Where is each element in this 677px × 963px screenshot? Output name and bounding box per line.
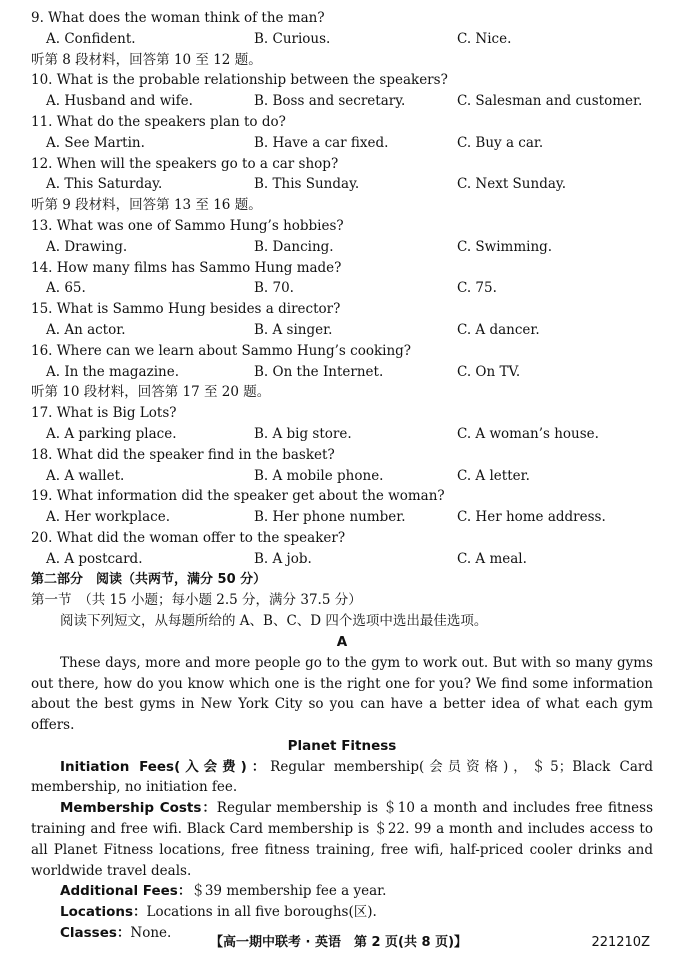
option-c: C. A dancer. — [457, 321, 540, 338]
options-row — [31, 320, 653, 341]
page-footer — [0, 933, 677, 953]
option-c: C. A meal. — [457, 550, 527, 567]
option-b: B. Dancing. — [254, 238, 334, 255]
option-a: A. A wallet. — [46, 467, 125, 484]
options-row — [31, 237, 653, 258]
options-row — [31, 549, 653, 570]
option-b: B. Curious. — [254, 30, 331, 47]
segment-heading: 听第 9 段材料，回答第 13 至 16 题。 — [31, 197, 262, 214]
option-a: A. Confident. — [46, 30, 136, 47]
gym-info-label: Initiation Fees(入会费)： — [60, 758, 271, 775]
option-b: B. Have a car fixed. — [254, 134, 389, 151]
gym-info-label: Membership Costs： — [60, 800, 217, 817]
gym-info-text: Locations in all five boroughs(区). — [146, 904, 377, 921]
options-row — [31, 174, 653, 195]
question-stem: 18. What did the speaker find in the basket? — [31, 446, 335, 463]
question-stem: 9. What does the woman think of the man? — [31, 10, 325, 26]
gym-info-item — [31, 757, 653, 799]
option-c: C. Her home address. — [457, 509, 606, 526]
option-b: B. A job. — [254, 550, 312, 567]
option-a: A. Husband and wife. — [46, 93, 193, 110]
option-a: A. In the magazine. — [46, 363, 179, 380]
option-a: A. An actor. — [46, 321, 126, 338]
question-stem: 14. How many films has Sammo Hung made? — [31, 259, 342, 276]
option-b: B. On the Internet. — [254, 363, 384, 380]
question-stem: 10. What is the probable relationship between the speakers? — [31, 72, 448, 89]
gym-info-item — [31, 902, 653, 923]
option-b: B. A singer. — [254, 321, 333, 338]
question-stem: 11. What do the speakers plan to do? — [31, 113, 286, 130]
option-a: A. This Saturday. — [46, 176, 163, 193]
option-a: A. See Martin. — [46, 134, 145, 151]
segment-heading: 听第 8 段材料，回答第 10 至 12 题。 — [31, 51, 262, 68]
footer-code: 221210Z — [591, 935, 650, 950]
option-b: B. 70. — [254, 280, 294, 297]
question-stem: 16. Where can we learn about Sammo Hung’s cooking? — [31, 342, 412, 359]
options-row — [31, 133, 653, 154]
options-row — [31, 362, 653, 383]
option-c: C. 75. — [457, 280, 497, 297]
option-a: A. A parking place. — [46, 425, 177, 442]
gym-info-text: None. — [130, 925, 172, 942]
option-b: B. A big store. — [254, 425, 352, 442]
reading-instruction: 阅读下列短文，从每题所给的 A、B、C、D 四个选项中选出最佳选项。 — [60, 613, 488, 630]
listening-questions — [31, 8, 653, 570]
option-a: A. A postcard. — [46, 550, 143, 567]
option-b: B. Boss and secretary. — [254, 93, 406, 110]
gym-info-text: Regular membership is ＄10 a month and includes free fitness training and free wifi. Black Card membership is ＄22. 99 a month and includes access to all Planet Fitness locations, free fitness training, free wifi, half-priced cooler drinks and worldwide travel deals. — [31, 800, 653, 879]
gym-info-list — [31, 757, 653, 944]
option-a: A. Drawing. — [46, 238, 128, 255]
gym-info-label: Classes： — [60, 925, 131, 942]
gym-info-item — [31, 798, 653, 881]
footer-page-info: 【高一期中联考 · 英语 第 2 页(共 8 页)】 — [209, 935, 468, 950]
passage-intro: These days, more and more people go to the gym to work out. But with so many gyms out there, how do you know which one is the right one for you? We find some information about the best gyms in New York City so you can have a better idea of what each gym offers. — [31, 654, 653, 734]
option-c: C. A letter. — [457, 467, 530, 484]
option-c: C. Nice. — [457, 30, 512, 47]
option-a: A. Her workplace. — [46, 509, 171, 526]
gym-info-label: Locations： — [60, 904, 147, 921]
options-row — [31, 507, 653, 528]
passage-letter: A — [336, 633, 348, 650]
gym-info-text: ＄39 membership fee a year. — [191, 883, 387, 900]
gym-name: Planet Fitness — [287, 737, 397, 754]
question-stem: 13. What was one of Sammo Hung’s hobbies? — [31, 217, 344, 234]
gym-info-label: Additional Fees： — [60, 883, 192, 900]
option-b: B. Her phone number. — [254, 509, 406, 526]
option-b: B. This Sunday. — [254, 176, 360, 193]
option-c: C. Buy a car. — [457, 134, 544, 151]
gym-info-text: Regular membership(会员资格)，＄5；Black Card membership, no initiation fee. — [31, 758, 653, 796]
question-stem: 17. What is Big Lots? — [31, 405, 177, 422]
options-row — [31, 29, 653, 50]
option-c: C. Next Sunday. — [457, 176, 567, 193]
options-row — [31, 91, 653, 112]
question-stem: 20. What did the woman offer to the speaker? — [31, 529, 346, 546]
question-stem: 19. What information did the speaker get about the woman? — [31, 488, 445, 505]
segment-heading: 听第 10 段材料，回答第 17 至 20 题。 — [31, 384, 271, 401]
option-b: B. A mobile phone. — [254, 467, 384, 484]
options-row — [31, 278, 653, 299]
option-c: C. Swimming. — [457, 238, 553, 255]
option-c: C. A woman’s house. — [457, 425, 599, 442]
option-c: C. On TV. — [457, 363, 521, 380]
part2-title: 第二部分 阅读（共两节，满分 50 分） — [31, 571, 267, 587]
section1-heading: 第一节 （共 15 小题；每小题 2.5 分，满分 37.5 分） — [31, 592, 362, 609]
question-stem: 12. When will the speakers go to a car shop? — [31, 155, 339, 172]
option-c: C. Salesman and customer. — [457, 93, 643, 110]
options-row — [31, 424, 653, 445]
question-stem: 15. What is Sammo Hung besides a director? — [31, 301, 341, 318]
gym-info-item — [31, 881, 653, 902]
options-row — [31, 466, 653, 487]
option-a: A. 65. — [46, 280, 86, 297]
